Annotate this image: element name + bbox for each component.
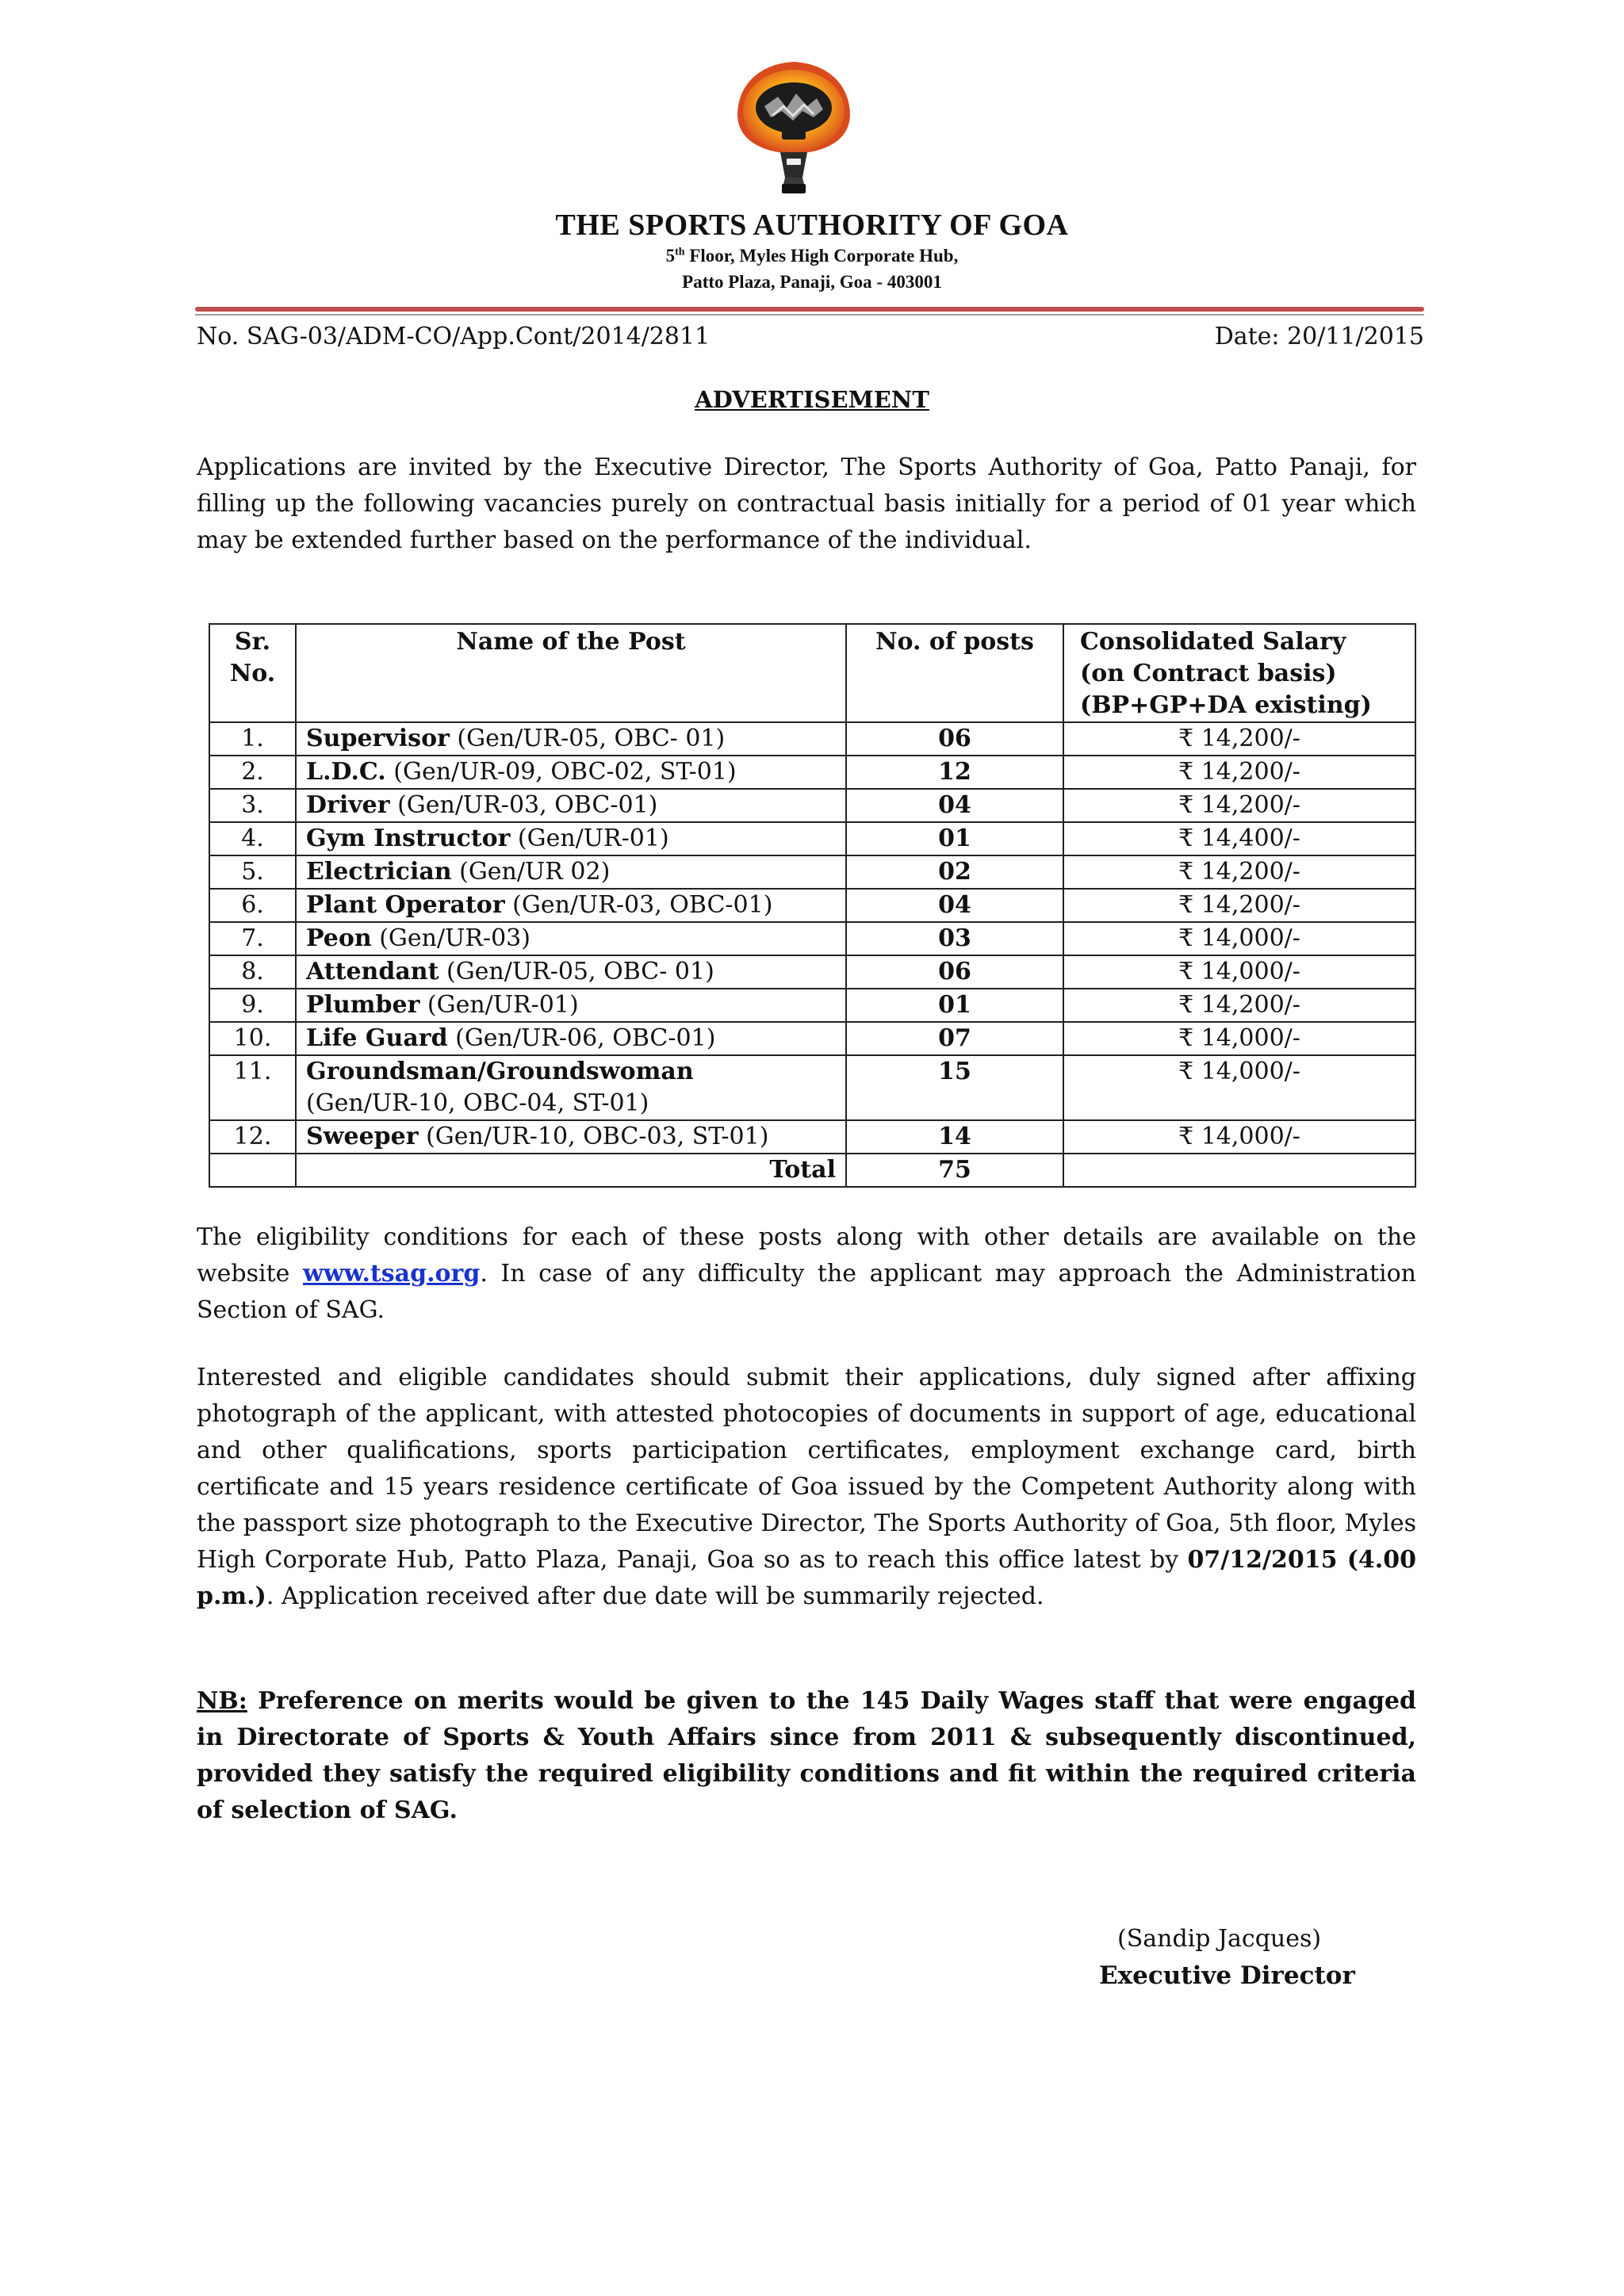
eligibility-text-after: . In case of any difficulty the applicant may approach the Administration Section of SAG.: [197, 1260, 1416, 1324]
row-count: 02: [846, 855, 1063, 889]
vacancies-table: [209, 623, 1416, 1188]
submission-text-before: Interested and eligible candidates should submit their applications, duly signed after affixing photograph of the applicant, with attested photocopies of documents in support of age, educational and other qualifications, sports participation certificates, employment exchange card, birth certificate and 15 years residence certificate of Goa issued by the Competent Authority along with the passport size photograph to the Executive Director, The Sports Authority of Goa, 5th floor, Myles High Corporate Hub, Patto Plaza, Panaji, Goa so as to reach this office latest by: [197, 1364, 1416, 1574]
row-salary: ₹ 14,000/-: [1063, 1120, 1415, 1154]
header-salary-line-2: (on Contract basis): [1080, 660, 1337, 687]
row-sr: 2.: [209, 756, 296, 789]
header-divider-red: [195, 307, 1424, 312]
row-post: [296, 1022, 846, 1055]
row-count: 04: [846, 789, 1063, 822]
row-post-detail: (Gen/UR-06, OBC-01): [447, 1024, 716, 1052]
row-post-title: L.D.C.: [306, 758, 386, 786]
row-sr: 5.: [209, 855, 296, 889]
table-row: [209, 789, 1415, 822]
table-row: [209, 1120, 1415, 1154]
row-sr: 10.: [209, 1022, 296, 1055]
row-post-title: Gym Instructor: [306, 825, 511, 852]
address-floor-number: 5: [665, 246, 676, 266]
row-post-title: Supervisor: [306, 725, 450, 752]
row-post-title: Groundsman/Groundswoman: [306, 1058, 694, 1085]
table-row: [209, 989, 1415, 1022]
row-sr: 9.: [209, 989, 296, 1022]
row-sr: 6.: [209, 889, 296, 922]
row-sr: 12.: [209, 1120, 296, 1154]
total-salary-empty: [1063, 1154, 1415, 1187]
website-link[interactable]: www.tsag.org: [303, 1260, 481, 1288]
table-row: [209, 1022, 1415, 1055]
row-post-title: Driver: [306, 791, 390, 819]
row-sr: 7.: [209, 922, 296, 955]
submission-deadline: 07/12/2015 (4.00 p.m.): [197, 1546, 1416, 1610]
row-salary: ₹ 14,200/-: [1063, 789, 1415, 822]
total-value: 75: [846, 1154, 1063, 1187]
note-label: NB:: [197, 1687, 247, 1715]
row-post-title: Life Guard: [306, 1024, 448, 1052]
row-salary: ₹ 14,200/-: [1063, 889, 1415, 922]
row-post-detail: (Gen/UR-03): [371, 924, 530, 952]
row-count: 06: [846, 955, 1063, 989]
row-salary: ₹ 14,200/-: [1063, 722, 1415, 756]
header-salary: [1063, 624, 1415, 722]
row-salary: ₹ 14,000/-: [1063, 922, 1415, 955]
row-post: [296, 989, 846, 1022]
row-sr: 1.: [209, 722, 296, 756]
advertisement-heading: ADVERTISEMENT: [695, 386, 929, 413]
row-post: [296, 1120, 846, 1154]
row-salary: ₹ 14,000/-: [1063, 1055, 1415, 1120]
note-paragraph: [197, 1683, 1416, 1829]
row-post-detail: (Gen/UR-05, OBC- 01): [449, 725, 726, 752]
eligibility-paragraph: [197, 1219, 1416, 1329]
row-sr: 3.: [209, 789, 296, 822]
document-date: Date: 20/11/2015: [1214, 323, 1424, 350]
row-post-title: Electrician: [306, 858, 452, 886]
organization-name: THE SPORTS AUTHORITY OF GOA: [555, 209, 1069, 242]
row-post-detail: (Gen/UR-09, OBC-02, ST-01): [385, 758, 737, 786]
note-text: Preference on merits would be given to the 145 Daily Wages staff that were engaged in Directorate of Sports & Youth Affairs since from 2011 & subsequently discontinued, provided they satisfy the required eligibility conditions and fit within the required criteria of selection of SAG.: [197, 1687, 1416, 1824]
submission-text-after: . Application received after due date will be summarily rejected.: [266, 1582, 1044, 1610]
row-count: 12: [846, 756, 1063, 789]
row-post: [296, 756, 846, 789]
header-post-name: Name of the Post: [296, 624, 846, 722]
signatory-title: Executive Director: [1099, 1961, 1355, 1990]
row-sr: 11.: [209, 1055, 296, 1120]
reference-number: No. SAG-03/ADM-CO/App.Cont/2014/2811: [197, 323, 710, 350]
row-post: [296, 1055, 846, 1120]
row-post-detail: (Gen/UR-01): [510, 825, 669, 852]
table-row: [209, 855, 1415, 889]
row-post-detail: (Gen/UR 02): [451, 858, 611, 886]
address-line-1: [0, 246, 1624, 266]
signatory-name: (Sandip Jacques): [1117, 1925, 1322, 1953]
row-post-detail: (Gen/UR-03, OBC-01): [504, 891, 773, 919]
row-post: [296, 789, 846, 822]
row-count: 07: [846, 1022, 1063, 1055]
table-row: [209, 822, 1415, 855]
row-post-title: Plant Operator: [306, 891, 505, 919]
total-empty-cell: [209, 1154, 296, 1187]
row-salary: ₹ 14,200/-: [1063, 756, 1415, 789]
row-post-title: Peon: [306, 924, 372, 952]
header-divider-grey: [195, 314, 1424, 316]
row-post-detail: (Gen/UR-10, OBC-03, ST-01): [418, 1123, 769, 1150]
row-post-detail: (Gen/UR-01): [419, 991, 579, 1019]
row-sr: 8.: [209, 955, 296, 989]
row-salary: ₹ 14,400/-: [1063, 822, 1415, 855]
table-row: [209, 1055, 1415, 1120]
row-post: [296, 889, 846, 922]
eligibility-text-before: The eligibility conditions for each of these posts along with other details are available on the website: [197, 1223, 1416, 1288]
address-line-1-text: Floor, Myles High Corporate Hub,: [684, 246, 959, 266]
header-sr-no: Sr. No.: [209, 624, 296, 722]
table-row: [209, 922, 1415, 955]
row-post: [296, 922, 846, 955]
row-post: [296, 855, 846, 889]
row-count: 01: [846, 989, 1063, 1022]
sag-logo: [734, 59, 853, 197]
header-salary-line-3: (BP+GP+DA existing): [1080, 691, 1372, 719]
submission-paragraph: [197, 1360, 1416, 1615]
row-count: 01: [846, 822, 1063, 855]
table-total-row: [209, 1154, 1415, 1187]
row-post-detail: (Gen/UR-03, OBC-01): [389, 791, 658, 819]
table-header-row: [209, 624, 1415, 722]
row-salary: ₹ 14,000/-: [1063, 955, 1415, 989]
row-post: [296, 822, 846, 855]
total-label: Total: [296, 1154, 846, 1187]
row-post-title: Sweeper: [306, 1123, 419, 1150]
row-count: 15: [846, 1055, 1063, 1120]
intro-paragraph: Applications are invited by the Executive Director, The Sports Authority of Goa, Patto Panaji, for filling up the following vacancies purely on contractual basis initially for a period of 01 year which may be extended further based on the performance of the individual.: [197, 453, 1416, 554]
row-post-detail: (Gen/UR-05, OBC- 01): [439, 958, 714, 985]
header-salary-line-1: Consolidated Salary: [1080, 628, 1346, 656]
row-salary: ₹ 14,200/-: [1063, 855, 1415, 889]
table-row: [209, 889, 1415, 922]
table-row: [209, 756, 1415, 789]
row-post-detail: (Gen/UR-10, OBC-04, ST-01): [306, 1089, 649, 1117]
table-row: [209, 722, 1415, 756]
table-row: [209, 955, 1415, 989]
row-salary: ₹ 14,000/-: [1063, 1022, 1415, 1055]
row-count: 14: [846, 1120, 1063, 1154]
header-no-of-posts: No. of posts: [846, 624, 1063, 722]
address-floor-superscript: th: [675, 246, 685, 258]
row-count: 03: [846, 922, 1063, 955]
row-post: [296, 722, 846, 756]
row-post-title: Attendant: [306, 958, 439, 985]
row-sr: 4.: [209, 822, 296, 855]
row-count: 06: [846, 722, 1063, 756]
address-line-2: Patto Plaza, Panaji, Goa - 403001: [682, 272, 942, 292]
row-count: 04: [846, 889, 1063, 922]
row-post: [296, 955, 846, 989]
row-salary: ₹ 14,200/-: [1063, 989, 1415, 1022]
row-post-title: Plumber: [306, 991, 420, 1019]
